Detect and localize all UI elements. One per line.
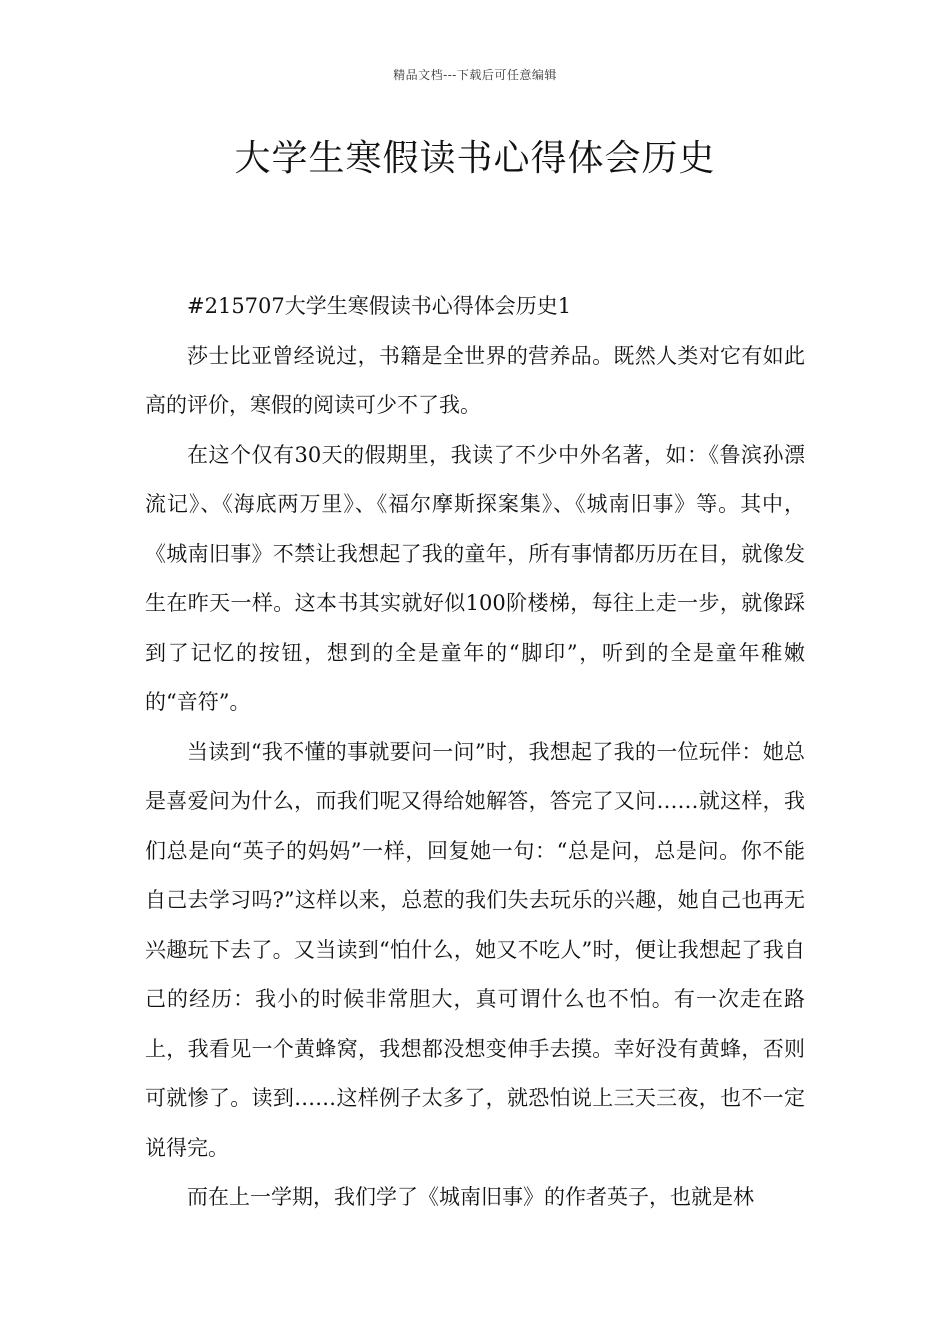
document-body xyxy=(145,282,805,1223)
paragraph: 莎士比亚曾经说过，书籍是全世界的营养品。既然人类对它有如此高的评价，寒假的阅读可少不了我。 xyxy=(145,343,805,417)
header-note: 精品文档---下载后可任意编辑 xyxy=(393,68,557,82)
paragraph: 当读到“我不懂的事就要问一问”时，我想起了我的一位玩伴：她总是喜爱问为什么，而我们呢又得给她解答，答完了又问……就这样，我们总是向“英子的妈妈”一样，回复她一句：“总是问，总是问。你不能自己去学习吗?”这样以来，总惹的我们失去玩乐的兴趣，她自己也再无兴趣玩下去了。又当读到“怕什么，她又不吃人”时，便让我想起了我自己的经历：我小的时候非常胆大，真可谓什么也不怕。有一次走在路上，我看见一个黄蜂窝，我想都没想变伸手去摸。幸好没有黄蜂，否则可就惨了。读到……这样例子太多了，就恐怕说上三天三夜，也不一定说得完。 xyxy=(145,739,805,1160)
page-title: 大学生寒假读书心得体会历史 xyxy=(234,138,716,179)
paragraph: 而在上一学期，我们学了《城南旧事》的作者英子，也就是林 xyxy=(187,1185,754,1209)
paragraph: 在这个仅有30天的假期里，我读了不少中外名著，如：《鲁滨孙漂流记》、《海底两万里》、《福尔摩斯探案集》、《城南旧事》等。其中，《城南旧事》不禁让我想起了我的童年，所有事情都历历在目，就像发生在昨天一样。这本书其实就好似100阶楼梯，每往上走一步，就像踩到了记忆的按钮，想到的全是童年的“脚印”，听到的全是童年稚嫩的“音符”。 xyxy=(145,442,805,714)
paragraph-heading: #215707大学生寒假读书心得体会历史1 xyxy=(187,294,572,318)
